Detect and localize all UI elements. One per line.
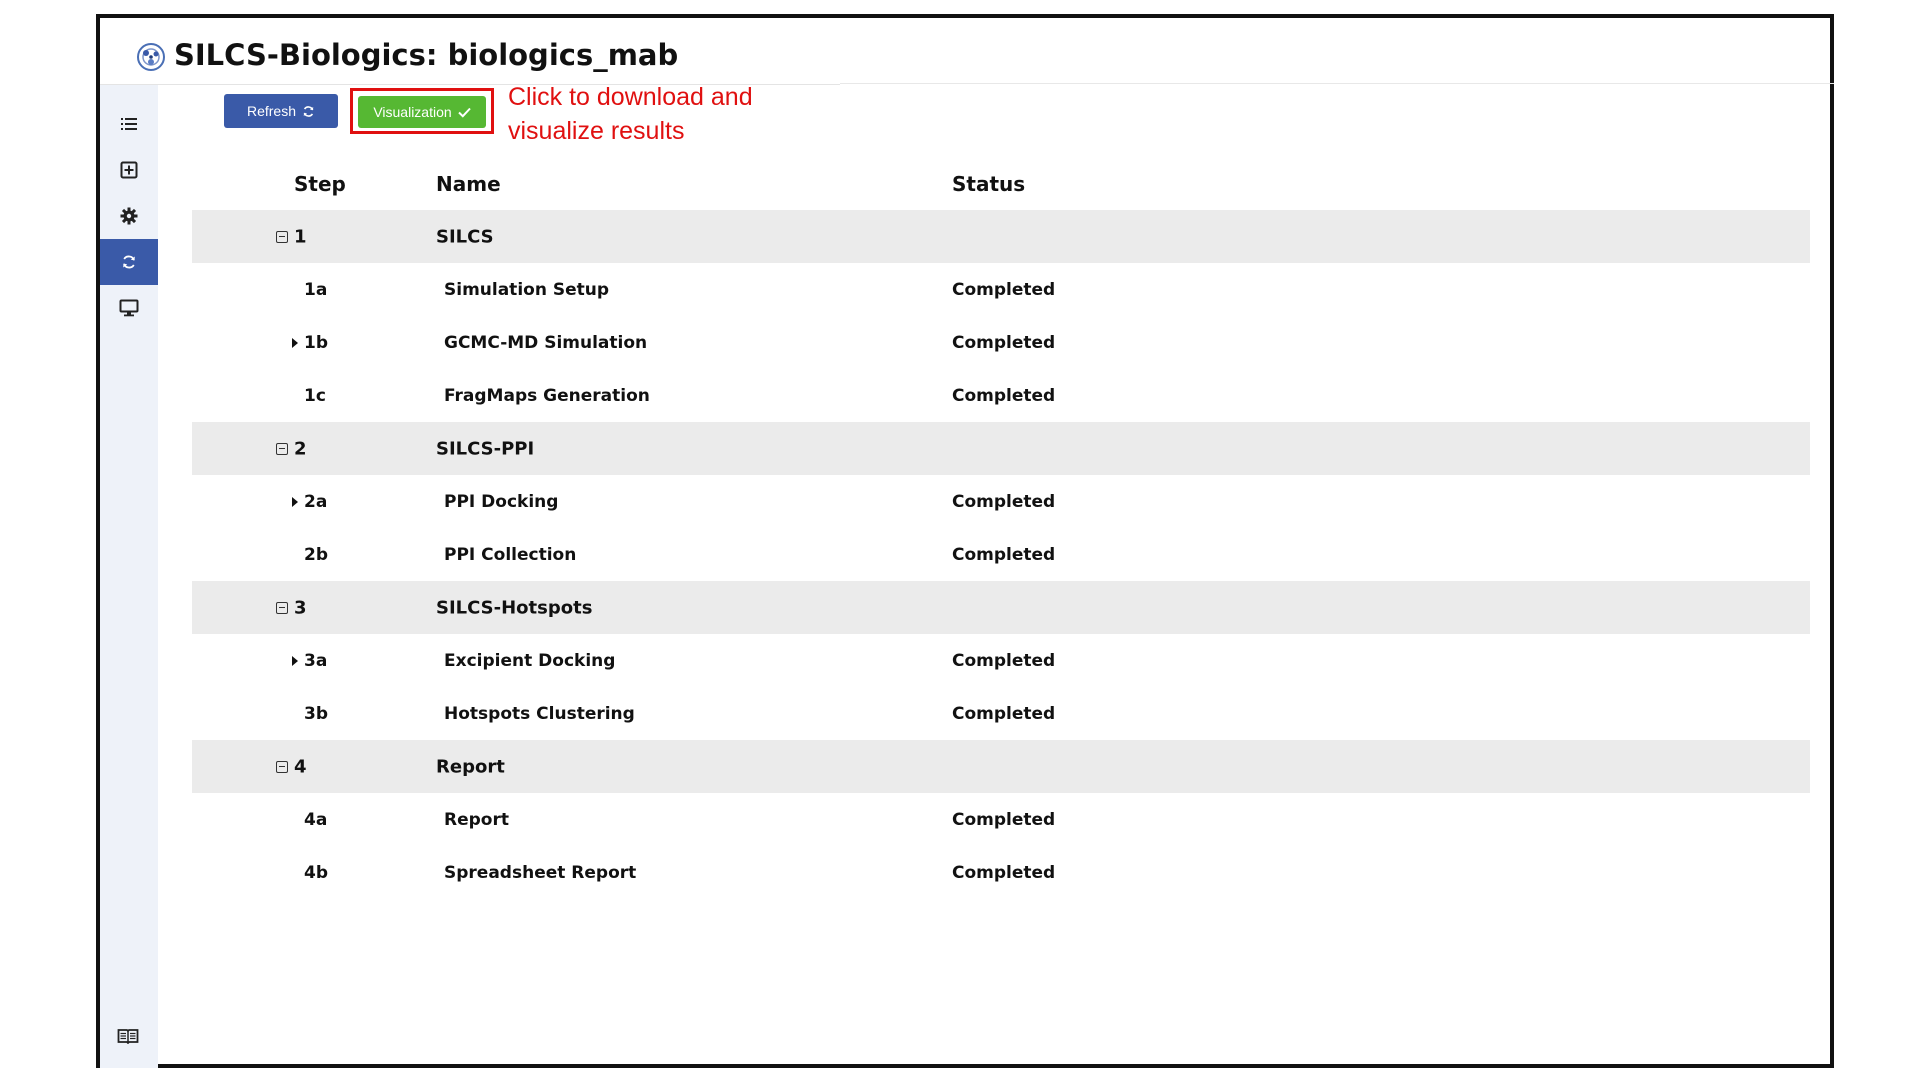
expand-caret-icon[interactable] bbox=[292, 338, 298, 348]
group-row[interactable] bbox=[192, 422, 1810, 475]
name-cell: PPI Collection bbox=[444, 544, 577, 565]
status-cell: Completed bbox=[952, 385, 1056, 406]
group-row[interactable] bbox=[192, 581, 1810, 634]
name-cell: FragMaps Generation bbox=[444, 385, 650, 406]
step-cell: 2b bbox=[304, 544, 328, 565]
table-row[interactable] bbox=[192, 687, 1810, 740]
status-cell: Completed bbox=[952, 332, 1056, 353]
status-cell: Completed bbox=[952, 703, 1056, 724]
status-cell: Completed bbox=[952, 544, 1056, 565]
collapse-icon[interactable] bbox=[276, 761, 288, 773]
step-cell: 4b bbox=[304, 862, 328, 883]
name-cell: Spreadsheet Report bbox=[444, 862, 637, 883]
name-cell: Excipient Docking bbox=[444, 650, 616, 671]
name-cell: Report bbox=[444, 809, 509, 830]
expand-caret-icon[interactable] bbox=[292, 497, 298, 507]
refresh-icon bbox=[302, 105, 315, 118]
name-cell: GCMC-MD Simulation bbox=[444, 332, 648, 353]
step-cell: 3b bbox=[304, 703, 328, 724]
table-row[interactable] bbox=[192, 846, 1810, 899]
step-cell: 4 bbox=[294, 756, 307, 777]
list-icon bbox=[120, 116, 138, 132]
step-cell: 3 bbox=[294, 597, 307, 618]
header-divider bbox=[840, 83, 1834, 84]
sidebar-item-status[interactable] bbox=[100, 239, 158, 285]
name-cell: Hotspots Clustering bbox=[444, 703, 635, 724]
step-cell: 1c bbox=[304, 385, 326, 406]
column-header-status: Status bbox=[952, 172, 1026, 196]
table-row[interactable] bbox=[192, 263, 1810, 316]
table-row[interactable] bbox=[192, 316, 1810, 369]
table-row[interactable] bbox=[192, 475, 1810, 528]
page-title: SILCS-Biologics: biologics_mab bbox=[174, 38, 679, 72]
step-cell: 4a bbox=[304, 809, 328, 830]
step-cell: 2 bbox=[294, 438, 307, 459]
refresh-button[interactable] bbox=[224, 94, 338, 128]
name-cell: SILCS-Hotspots bbox=[436, 597, 593, 618]
name-cell: Simulation Setup bbox=[444, 279, 610, 300]
collapse-icon[interactable] bbox=[276, 602, 288, 614]
book-icon bbox=[117, 1028, 139, 1044]
step-cell: 1 bbox=[294, 226, 307, 247]
table-header bbox=[192, 160, 1810, 210]
column-header-step: Step bbox=[294, 172, 346, 196]
name-cell: Report bbox=[436, 756, 505, 777]
app-header bbox=[100, 18, 840, 85]
status-cell: Completed bbox=[952, 491, 1056, 512]
app-window bbox=[96, 14, 1834, 1068]
column-header-name: Name bbox=[436, 172, 501, 196]
step-cell: 2a bbox=[304, 491, 328, 512]
sidebar-item-jobs[interactable] bbox=[100, 101, 158, 147]
sidebar-item-new-job[interactable] bbox=[100, 147, 158, 193]
table-row[interactable] bbox=[192, 528, 1810, 581]
silcs-logo-icon bbox=[136, 42, 166, 72]
table-body bbox=[192, 210, 1810, 899]
monitor-icon bbox=[119, 299, 139, 317]
sidebar-item-settings[interactable] bbox=[100, 193, 158, 239]
annotation-highlight-box bbox=[350, 88, 494, 134]
plus-square-icon bbox=[120, 161, 138, 179]
steps-table bbox=[192, 160, 1810, 899]
sidebar-item-visualization[interactable] bbox=[100, 285, 158, 331]
status-cell: Completed bbox=[952, 809, 1056, 830]
collapse-icon[interactable] bbox=[276, 231, 288, 243]
name-cell: SILCS-PPI bbox=[436, 438, 535, 459]
refresh-icon bbox=[121, 254, 137, 270]
step-cell: 3a bbox=[304, 650, 328, 671]
name-cell: SILCS bbox=[436, 226, 494, 247]
table-row[interactable] bbox=[192, 634, 1810, 687]
annotation-callout: Click to download and visualize results bbox=[508, 83, 753, 145]
gear-icon bbox=[120, 207, 138, 225]
group-row[interactable] bbox=[192, 740, 1810, 793]
group-row[interactable] bbox=[192, 210, 1810, 263]
status-cell: Completed bbox=[952, 862, 1056, 883]
table-row[interactable] bbox=[192, 793, 1810, 846]
table-row[interactable] bbox=[192, 369, 1810, 422]
collapse-icon[interactable] bbox=[276, 443, 288, 455]
documentation-button[interactable] bbox=[117, 1028, 139, 1048]
step-cell: 1b bbox=[304, 332, 328, 353]
sidebar bbox=[100, 85, 158, 1068]
refresh-button-label: Refresh bbox=[246, 103, 297, 119]
status-cell: Completed bbox=[952, 650, 1056, 671]
expand-caret-icon[interactable] bbox=[292, 656, 298, 666]
status-cell: Completed bbox=[952, 279, 1056, 300]
name-cell: PPI Docking bbox=[444, 491, 559, 512]
step-cell: 1a bbox=[304, 279, 328, 300]
visualization-button-label: Visualization bbox=[373, 104, 452, 120]
